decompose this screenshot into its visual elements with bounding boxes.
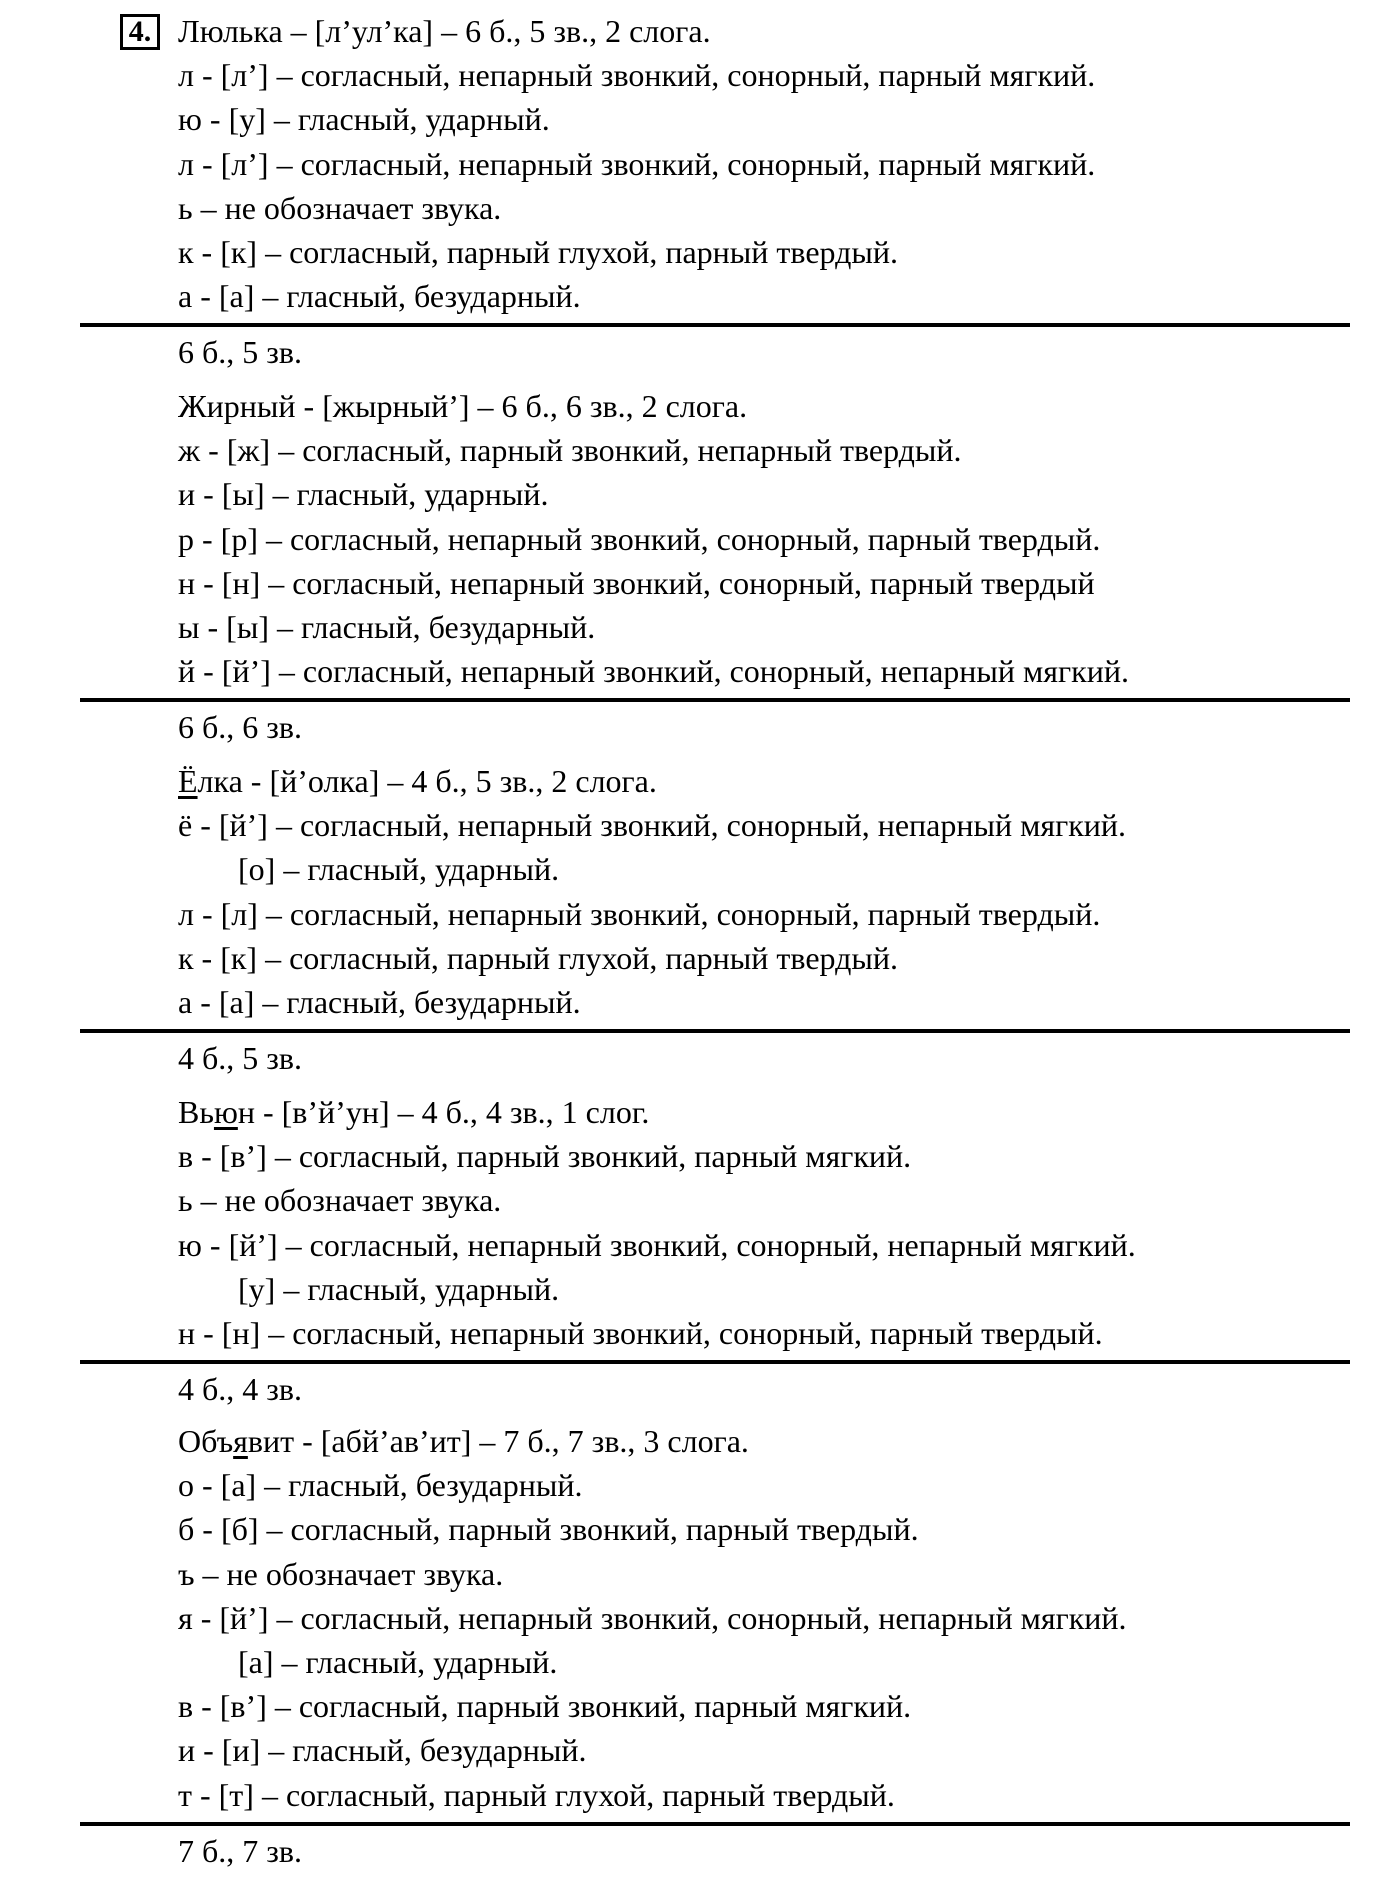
stressed-letter: я xyxy=(233,1423,248,1459)
sound-analysis-line: ё - [й’] – согласный, непарный звонкий, сонорный, непарный мягкий. xyxy=(178,807,1127,844)
sound-analysis-line: ж - [ж] – согласный, парный звонкий, непарный твердый. xyxy=(178,432,962,469)
word-header-text: вит - [абй’ав’ит] – 7 б., 7 зв., 3 слога. xyxy=(247,1423,749,1459)
word-header-text: Люлька – [л’ул’ка] – 6 б., 5 зв., 2 слога. xyxy=(178,13,711,49)
word-header-text: лка - [й’олка] – 4 б., 5 зв., 2 слога. xyxy=(197,763,657,799)
word-header xyxy=(178,387,747,425)
sound-analysis-line: в - [в’] – согласный, парный звонкий, парный мягкий. xyxy=(178,1688,912,1725)
word-header xyxy=(178,762,657,800)
sound-analysis-line: к - [к] – согласный, парный глухой, парный твердый. xyxy=(178,234,899,270)
sound-analysis-line: б - [б] – согласный, парный звонкий, парный твердый. xyxy=(178,1511,919,1548)
word-header-text: Вь xyxy=(178,1094,214,1130)
word-total: 6 б., 6 зв. xyxy=(178,709,303,745)
sound-analysis-line: л - [л] – согласный, непарный звонкий, сонорный, парный твердый. xyxy=(178,895,1101,932)
sound-analysis-line: [а] – гласный, ударный. xyxy=(238,1644,558,1680)
sound-analysis-line: в - [в’] – согласный, парный звонкий, парный мягкий. xyxy=(178,1138,912,1175)
sound-analysis-line: и - [ы] – гласный, ударный. xyxy=(178,476,549,513)
divider-rule xyxy=(80,323,1350,327)
sound-analysis-line: ъ – не обозначает звука. xyxy=(178,1555,504,1592)
sound-analysis-line: к - [к] – согласный, парный глухой, парный твердый. xyxy=(178,939,899,976)
word-header xyxy=(178,12,711,50)
sound-analysis-line: [о] – гласный, ударный. xyxy=(238,851,560,888)
sound-analysis-line: и - [и] – гласный, безударный. xyxy=(178,1732,587,1769)
sound-analysis-line: ь – не обозначает звука. xyxy=(178,1182,502,1219)
sound-analysis-line: я - [й’] – согласный, непарный звонкий, сонорный, непарный мягкий. xyxy=(178,1599,1127,1636)
sound-analysis-line: а - [а] – гласный, безударный. xyxy=(178,984,581,1020)
divider-rule xyxy=(80,1822,1350,1826)
sound-analysis-line: л - [л’] – согласный, непарный звонкий, сонорный, парный мягкий. xyxy=(178,57,1096,94)
stressed-letter: ю xyxy=(213,1094,238,1130)
word-header-text: н - [в’й’ун] – 4 б., 4 зв., 1 слог. xyxy=(237,1094,650,1130)
word-total: 4 б., 4 зв. xyxy=(178,1371,303,1407)
divider-rule xyxy=(80,1360,1350,1364)
sound-analysis-line: н - [н] – согласный, непарный звонкий, сонорный, парный твердый xyxy=(178,564,1095,601)
sound-analysis-line: ю - [й’] – согласный, непарный звонкий, сонорный, непарный мягкий. xyxy=(178,1226,1136,1263)
divider-rule xyxy=(80,698,1350,702)
word-header xyxy=(178,1093,649,1131)
word-header-text: Жирный - [жырный’] – 6 б., 6 зв., 2 слога. xyxy=(178,388,748,424)
task-number-box: 4. xyxy=(120,14,160,50)
word-total: 6 б., 5 зв. xyxy=(178,334,303,370)
sound-analysis-line: [у] – гласный, ударный. xyxy=(238,1270,560,1307)
sound-analysis-line: й - [й’] – согласный, непарный звонкий, сонорный, непарный мягкий. xyxy=(178,653,1129,690)
sound-analysis-line: т - [т] – согласный, парный глухой, парный твердый. xyxy=(178,1776,895,1813)
word-header xyxy=(178,1422,749,1460)
divider-rule xyxy=(80,1029,1350,1033)
word-header-text: Объ xyxy=(178,1423,234,1459)
word-total: 4 б., 5 зв. xyxy=(178,1040,303,1076)
sound-analysis-line: ы - [ы] – гласный, безударный. xyxy=(178,609,596,645)
sound-analysis-line: о - [а] – гласный, безударный. xyxy=(178,1467,583,1504)
sound-analysis-line: н - [н] – согласный, непарный звонкий, сонорный, парный твердый. xyxy=(178,1315,1103,1351)
sound-analysis-line: р - [р] – согласный, непарный звонкий, сонорный, парный твердый. xyxy=(178,520,1101,557)
sound-analysis-line: ю - [у] – гласный, ударный. xyxy=(178,101,550,138)
sound-analysis-line: л - [л’] – согласный, непарный звонкий, сонорный, парный мягкий. xyxy=(178,145,1096,182)
sound-analysis-line: ь – не обозначает звука. xyxy=(178,189,502,226)
stressed-letter: Ё xyxy=(178,763,198,799)
word-total: 7 б., 7 зв. xyxy=(178,1833,303,1869)
sound-analysis-line: а - [а] – гласный, безударный. xyxy=(178,278,581,315)
